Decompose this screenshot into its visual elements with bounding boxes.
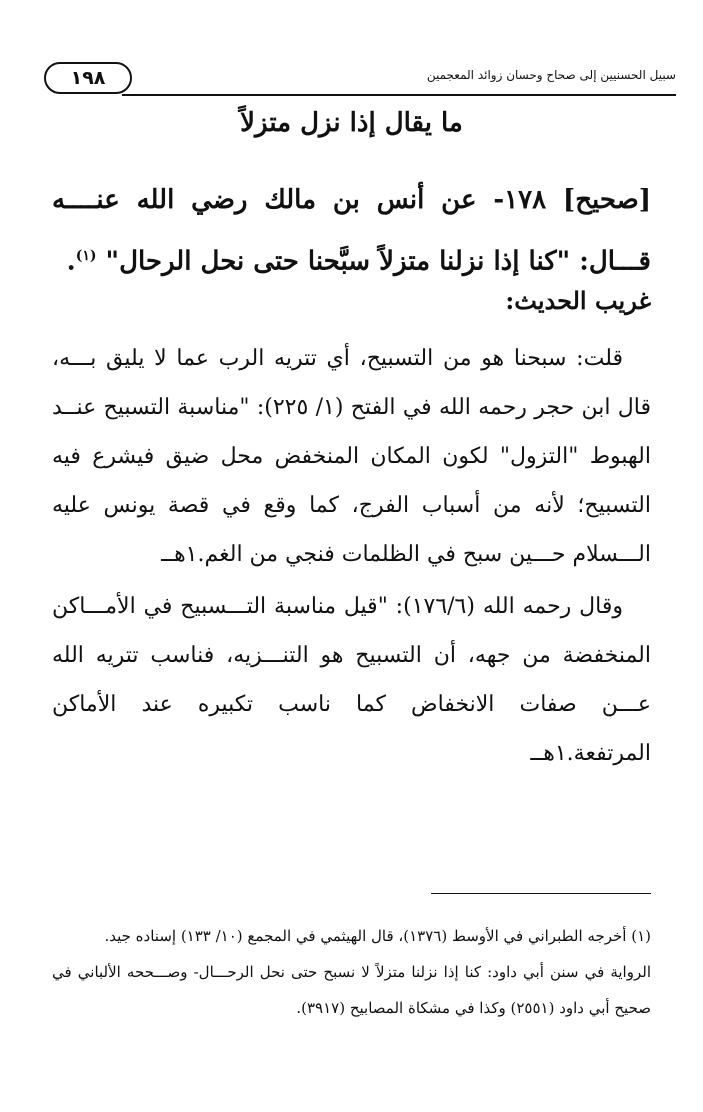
footnote-1: (١) أخرجه الطبراني في الأوسط (١٣٧٦)، قال الهيثمي في المجمع (١٠/ ١٣٣) إسناده جيد. bbox=[104, 927, 651, 945]
commentary-text-1: قلت: سبحنا هو من التسبيح، أي تتريه الرب عما لا يليق بـــه، قال ابن حجر رحمه الله في الفتح (١/ ٢٢٥): "مناسبة التسبيح عنــد الهبوط "التزول" لكون المكان المنخفض محل ضيق فيشرع فيه التسبيح؛ لأنه من أسباب الفرج، كما وقع في قصة يونس عليه الـــسلام حـــين سبح في الظلمات فنجي من الغم.١هــ bbox=[52, 346, 651, 567]
hadith-text: "كنا إذا نزلنا متزلاً سبَّحنا حتى نحل الرحال" bbox=[105, 246, 571, 277]
commentary-paragraph-2 bbox=[52, 582, 651, 778]
running-header bbox=[26, 60, 676, 100]
commentary-paragraph-1 bbox=[52, 334, 651, 579]
footnote-marker[interactable]: (١) bbox=[75, 248, 97, 264]
page-number-badge: ١٩٨ bbox=[44, 62, 132, 94]
hadith-block bbox=[52, 172, 651, 290]
hadith-number-intro: ١٧٨- عن أنس بن مالك رضي الله عنــــه قـــال: bbox=[52, 185, 651, 277]
section-title: ما يقال إذا نزل متزلاً bbox=[240, 108, 463, 138]
book-title: سبيل الحسنيين إلى صحاح وحسان زوائد المعجمين bbox=[426, 68, 676, 82]
footnote-separator bbox=[431, 893, 651, 894]
footnote-2: الرواية في سنن أبي داود: كنا إذا نزلنا متزلاً لا نسبح حتى نحل الرحـــال- وصـــححه الألباني في صحيح أبي داود (٢٥٥١) وكذا في مشكاة المصابيح (٣٩١٧). bbox=[52, 963, 651, 1017]
gharib-heading: غريب الحديث: bbox=[505, 286, 651, 315]
footnotes bbox=[52, 918, 651, 1026]
hadith-end: . bbox=[66, 246, 76, 277]
hadith-grade: [صحيح] bbox=[562, 185, 651, 215]
commentary-text-2: وقال رحمه الله (١٧٦/٦): "قيل مناسبة التـــسبيح في الأمـــاكن المنخفضة من جهه، أن التسبيح هو التنـــزيه، فناسب تتريه الله عـــن صفات الانخفاض كما ناسب تكبيره عند الأماكن المرتفعة.١هــ bbox=[52, 594, 651, 766]
header-rule bbox=[122, 94, 676, 96]
